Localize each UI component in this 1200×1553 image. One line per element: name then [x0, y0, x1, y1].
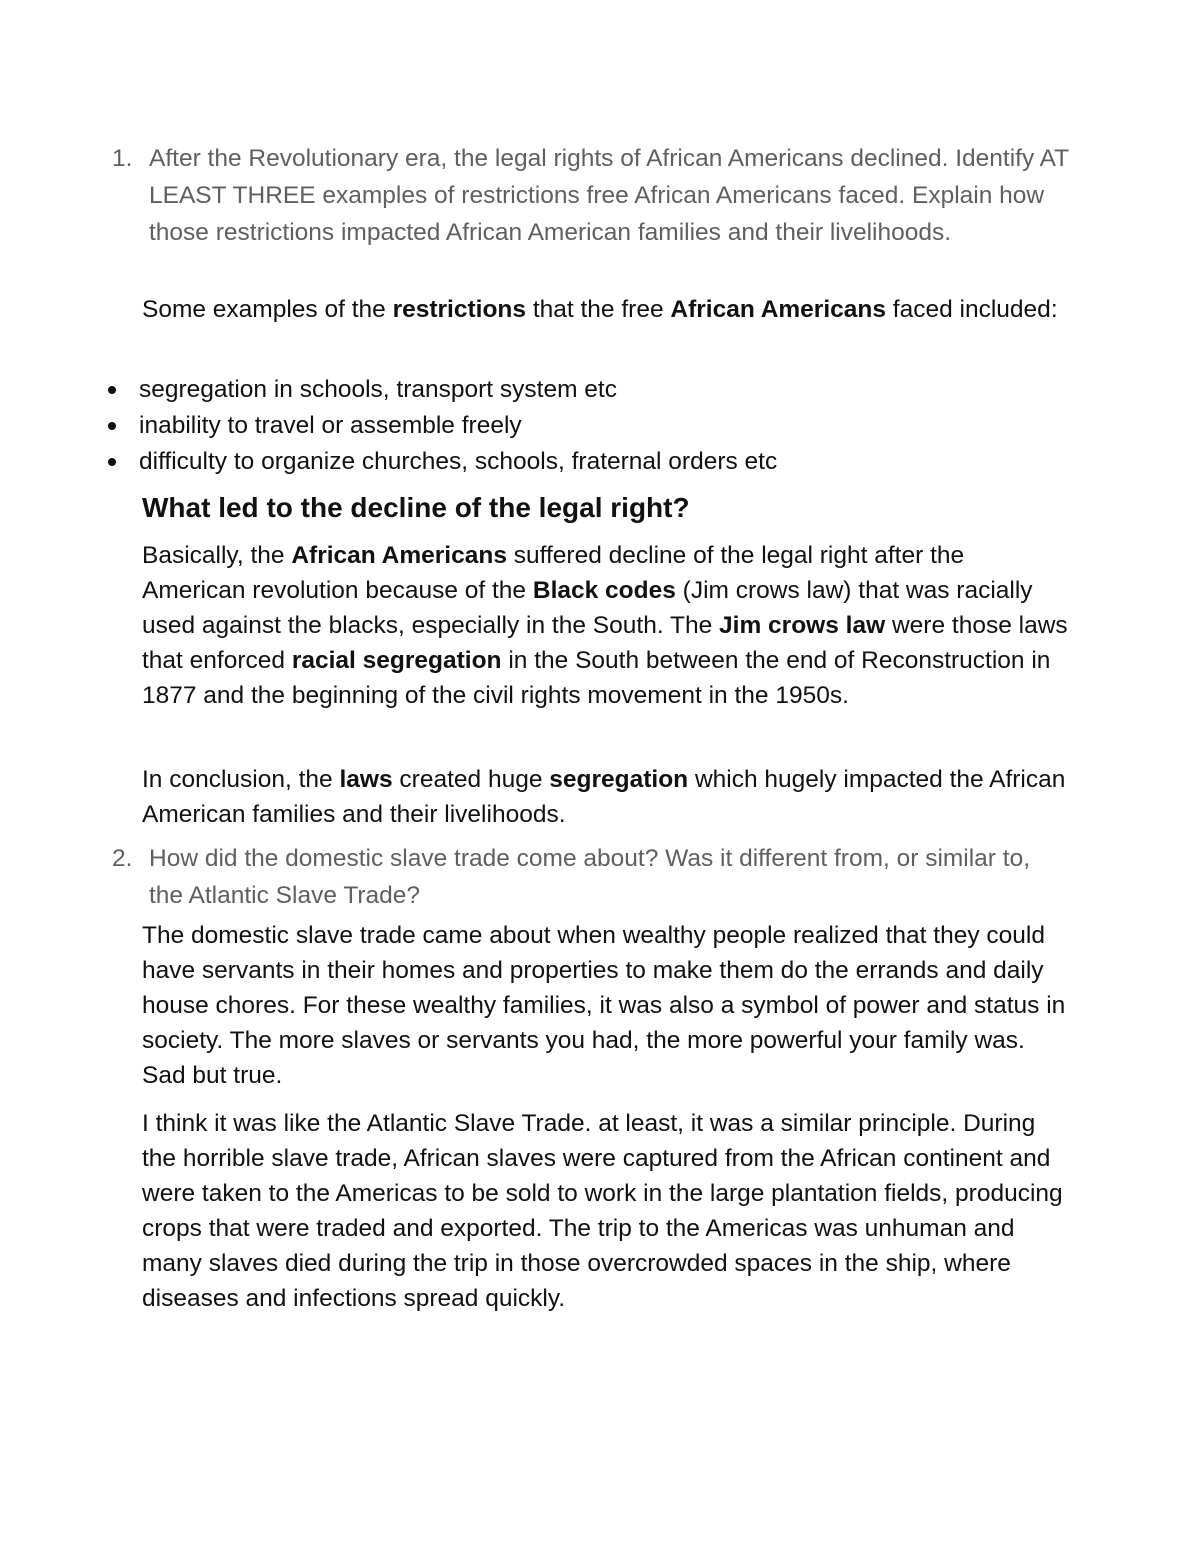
question-number: 1. — [112, 145, 133, 172]
text-run: in the South between the end of Reconstruction in 1877 and the beginning of the civil rights movement in the 1950s. — [142, 647, 1051, 709]
list-item-text: difficulty to organize churches, schools, fraternal orders etc — [139, 448, 778, 475]
text-run: were those laws that enforced — [142, 612, 1068, 674]
text-run: created huge — [392, 766, 550, 793]
text-run: that the free — [526, 296, 671, 323]
text-run: In conclusion, the — [142, 766, 340, 793]
question-2 — [112, 840, 1092, 916]
text-run: (Jim crows law) that was racially used against the blacks, especially in the South. The — [142, 577, 1033, 639]
bullet-icon — [108, 458, 116, 466]
answer-paragraph — [142, 538, 1072, 713]
list-item — [104, 372, 1064, 408]
answer-intro — [142, 292, 1072, 327]
bullet-icon — [108, 386, 116, 394]
bold-text: African Americans — [670, 296, 886, 323]
text-run: which hugely impacted the African American families and their livelihoods. — [142, 766, 1066, 828]
bold-text: segregation — [549, 766, 689, 793]
list-item-text: inability to travel or assemble freely — [139, 412, 522, 439]
bold-text: Black codes — [532, 577, 676, 604]
section-heading: What led to the decline of the legal right? — [142, 492, 690, 523]
restrictions-list — [104, 372, 1064, 480]
conclusion-paragraph — [142, 762, 1072, 832]
bold-text: racial segregation — [291, 647, 502, 674]
text-run: suffered decline of the legal right after the American revolution because of the — [142, 542, 965, 604]
question-number: 2. — [112, 845, 133, 872]
list-item-text: segregation in schools, transport system etc — [139, 376, 617, 403]
text-run: Some examples of the — [142, 296, 393, 323]
question-text: After the Revolutionary era, the legal rights of African Americans declined. Identify AT LEAST THREE examples of restrictions free African Americans faced. Explain how those restrictions impacted African American families and their livelihoods. — [149, 145, 1069, 246]
answer-paragraph: The domestic slave trade came about when wealthy people realized that they could have servants in their homes and properties to make them do the errands and daily house chores. For these wealthy families, it was also a symbol of power and status in society. The more slaves or servants you had, the more powerful your family was. Sad but true. — [142, 922, 1066, 1089]
bold-text: Jim crows law — [719, 612, 886, 639]
text-run: Basically, the — [142, 542, 292, 569]
list-item — [104, 444, 1064, 480]
bold-text: African Americans — [291, 542, 507, 569]
bullet-icon — [108, 422, 116, 430]
text-run: faced included: — [886, 296, 1058, 323]
list-item — [104, 408, 1064, 444]
answer-paragraph: I think it was like the Atlantic Slave Trade. at least, it was a similar principle. During the horrible slave trade, African slaves were captured from the African continent and were taken to the Americas to be sold to work in the large plantation fields, producing crops that were traded and exported. The trip to the Americas was unhuman and many slaves died during the trip in those overcrowded spaces in the ship, where diseases and infections spread quickly. — [142, 1110, 1063, 1312]
bold-text: restrictions — [392, 296, 527, 323]
bold-text: laws — [339, 766, 393, 793]
question-text: How did the domestic slave trade come about? Was it different from, or similar to, the Atlantic Slave Trade? — [149, 845, 1031, 909]
question-1 — [112, 140, 1092, 290]
